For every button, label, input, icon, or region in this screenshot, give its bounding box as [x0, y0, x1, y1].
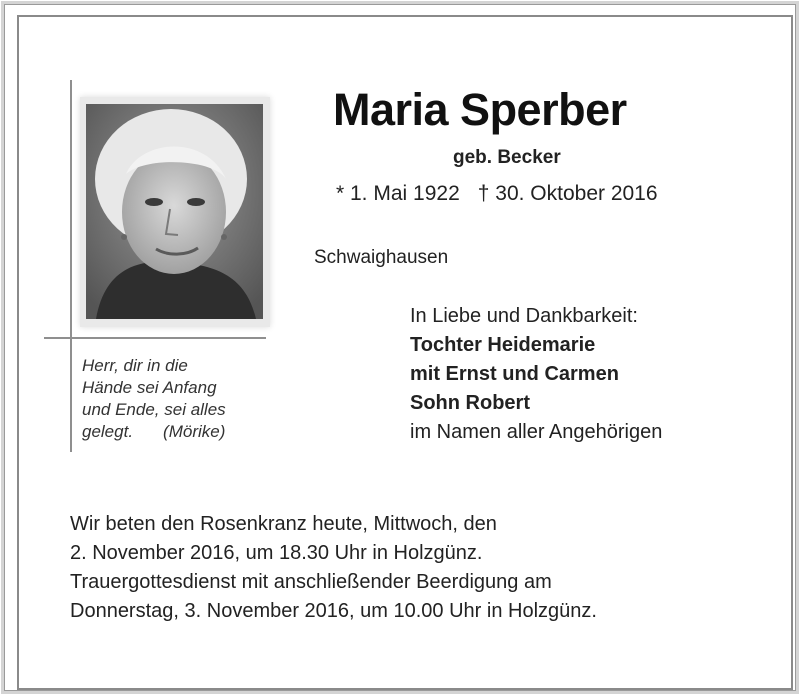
- mourner-name: Sohn Robert: [410, 392, 530, 414]
- notice-line: Trauergottesdienst mit anschließender Beerdigung am: [70, 571, 552, 593]
- hometown: Schwaighausen: [314, 247, 449, 268]
- mourner-name: Tochter Heidemarie: [410, 334, 596, 356]
- mourners-block: [410, 302, 662, 447]
- quote-last-line: gelegt.: [82, 422, 134, 441]
- vertical-divider: [70, 80, 72, 452]
- deceased-name: Maria Sperber: [333, 84, 627, 135]
- birth-date: * 1. Mai 1922: [336, 182, 460, 205]
- quote-author: (Mörike): [163, 422, 226, 441]
- notice-line: 2. November 2016, um 18.30 Uhr in Holzgünz.: [70, 542, 483, 564]
- horizontal-divider: [44, 337, 266, 339]
- bible-quote: [82, 355, 282, 443]
- mourners-outro: im Namen aller Angehörigen: [410, 421, 663, 443]
- maiden-name: geb. Becker: [453, 147, 561, 168]
- mourner-name: mit Ernst und Carmen: [410, 363, 619, 385]
- quote-line: Hände sei Anfang: [82, 378, 217, 397]
- quote-line: und Ende, sei alles: [82, 400, 226, 419]
- notice-line: Wir beten den Rosenkranz heute, Mittwoch, den: [70, 513, 497, 535]
- notice-line: Donnerstag, 3. November 2016, um 10.00 Uhr in Holzgünz.: [70, 600, 597, 622]
- mourners-intro: In Liebe und Dankbarkeit:: [410, 305, 638, 327]
- life-dates: [336, 182, 658, 206]
- portrait-photo: [86, 104, 263, 319]
- service-notice: [70, 510, 597, 626]
- death-date: † 30. Oktober 2016: [477, 182, 658, 205]
- quote-line: [82, 421, 282, 443]
- quote-line: Herr, dir in die: [82, 356, 188, 375]
